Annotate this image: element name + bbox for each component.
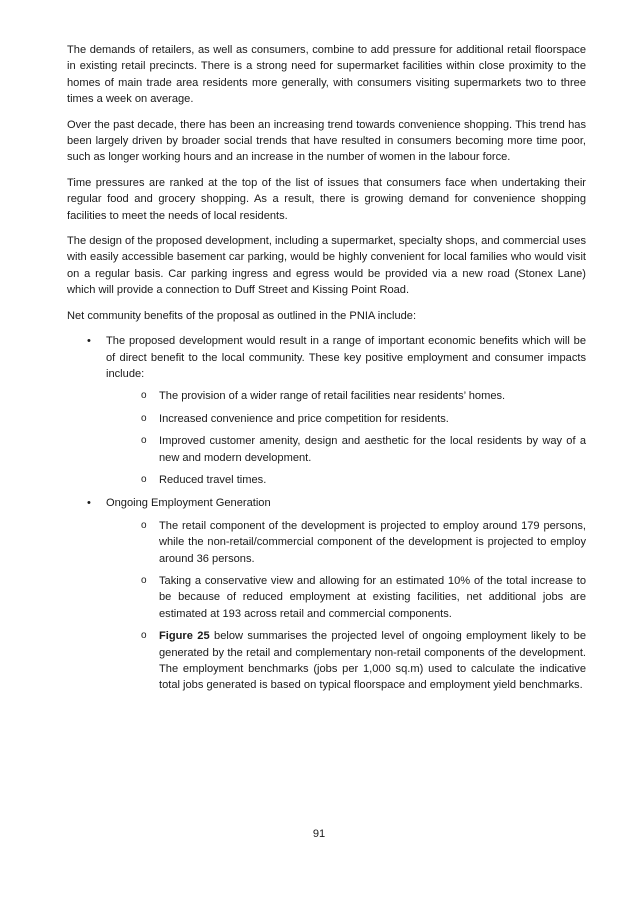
figure-reference: Figure 25 xyxy=(159,630,210,643)
list-item-economic-benefits xyxy=(67,333,586,488)
sub-list-item xyxy=(106,573,586,622)
page-number: 91 xyxy=(312,828,326,840)
paragraph-retail-demand: The demands of retailers, as well as consumers, combine to add pressure for additional retail floorspace in existing retail precincts. There is a strong need for supermarket facilities within close proximity to the homes of main trade area residents more generally, with consumers visiting supermarkets two to three times a week on average. xyxy=(67,44,586,106)
sub-item-text: The retail component of the development is projected to employ around 179 persons, while the non-retail/commercial component of the development is projected to employ around 36 persons. xyxy=(159,519,586,565)
paragraph-design: The design of the proposed development, including a supermarket, specialty shops, and commercial uses with easily accessible basement car parking, would be highly convenient for local families who would visit on a regular basis. Car parking ingress and egress would be provided via a new road (Stonex Lane) which will provide a connection to Duff Street and Kissing Point Road. xyxy=(67,235,586,297)
figure-description: below summarises the projected level of ongoing employment likely to be generated by the retail and complementary non-retail components of the development. The employment benchmarks (jobs per 1,000 sq.m) used to calculate the indicative total jobs generated is based on typical floorspace and employment yield benchmarks. xyxy=(159,630,587,692)
paragraph-net-benefits: Net community benefits of the proposal as outlined in the PNIA include: xyxy=(67,309,417,322)
sub-item-text-figure xyxy=(159,628,586,694)
document-body xyxy=(67,42,586,701)
bullet-icon: • xyxy=(87,335,91,348)
paragraph-convenience-trend: Over the past decade, there has been an increasing trend towards convenience shopping. This trend has been largely driven by broader social trends that have resulted in consumers becoming more time poor, such as longer working hours and an increase in the number of women in the labour force. xyxy=(67,118,586,164)
circle-bullet-icon: o xyxy=(141,390,147,402)
sub-list-item xyxy=(106,518,586,567)
circle-bullet-icon: o xyxy=(141,519,147,531)
bullet-icon: • xyxy=(87,497,91,510)
sub-item-text: Reduced travel times. xyxy=(159,473,267,486)
circle-bullet-icon: o xyxy=(141,473,147,485)
sub-item-text: Increased convenience and price competition for residents. xyxy=(159,412,449,425)
list-item-employment xyxy=(67,495,586,693)
circle-bullet-icon: o xyxy=(141,412,147,424)
sub-list xyxy=(106,388,586,488)
circle-bullet-icon: o xyxy=(141,574,147,586)
circle-bullet-icon: o xyxy=(141,435,147,447)
paragraph-time-pressures: Time pressures are ranked at the top of the list of issues that consumers face when undertaking their regular food and grocery shopping. As a result, there is growing demand for convenience shopping facilities to meet the needs of local residents. xyxy=(67,176,586,222)
benefits-list xyxy=(67,333,586,694)
bullet-text: The proposed development would result in a range of important economic benefits which will be of direct benefit to the local community. These key positive employment and consumer impacts include: xyxy=(106,335,586,380)
sub-list-item xyxy=(106,388,586,404)
sub-list xyxy=(106,518,586,694)
sub-list-item xyxy=(106,628,586,694)
sub-item-text: The provision of a wider range of retail facilities near residents’ homes. xyxy=(159,390,506,403)
sub-list-item xyxy=(106,472,586,488)
circle-bullet-icon: o xyxy=(141,630,147,642)
sub-item-text: Taking a conservative view and allowing for an estimated 10% of the total increase to be because of reduced employment at existing facilities, net additional jobs are estimated at 193 across retail and commercial components. xyxy=(159,574,586,620)
bullet-text: Ongoing Employment Generation xyxy=(106,497,271,510)
sub-item-text: Improved customer amenity, design and aesthetic for the local residents by way of a new and modern development. xyxy=(159,435,586,464)
sub-list-item xyxy=(106,411,586,427)
sub-list-item xyxy=(106,433,586,466)
